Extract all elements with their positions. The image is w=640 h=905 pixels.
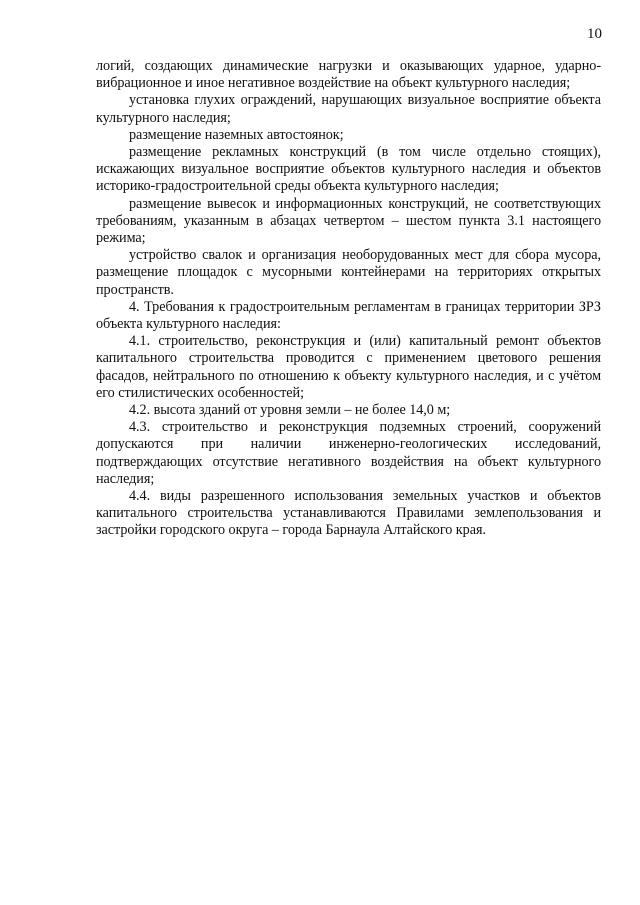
paragraph-continuation: логий, создающих динамические нагрузки и оказывающих ударное, ударно-вибрационное и иное негативное воздействие на объект культурного наследия; (96, 58, 601, 92)
document-body (96, 58, 601, 540)
paragraph-dumps: устройство свалок и организация необорудованных мест для сбора мусора, размещение площадок с мусорными контейнерами на территориях открытых пространств. (96, 247, 601, 298)
paragraph-4-1: 4.1. строительство, реконструкция и (или) капитальный ремонт объектов капитального строительства проводится с применением цветового решения фасадов, нейтрального по отношению к объекту культурного наследия, и с учётом его стилистических особенностей; (96, 333, 601, 401)
paragraph-fences: установка глухих ограждений, нарушающих визуальное восприятие объекта культурного наследия; (96, 92, 601, 126)
paragraph-section-4: 4. Требования к градостроительным регламентам в границах территории ЗРЗ объекта культурного наследия: (96, 298, 601, 333)
page-number: 10 (587, 26, 602, 42)
paragraph-advertising: размещение рекламных конструкций (в том числе отдельно стоящих), искажающих визуальное восприятие объектов культурного наследия и объектов историко-градостроительной среды объекта культурного наследия; (96, 144, 601, 195)
paragraph-parking: размещение наземных автостоянок; (129, 126, 344, 143)
paragraph-4-4: 4.4. виды разрешенного использования земельных участков и объектов капитального строительства устанавливаются Правилами землепользования и застройки городского округа – города Барнаула Алтайского края. (96, 488, 601, 539)
paragraph-signboards: размещение вывесок и информационных конструкций, не соответствующих требованиям, указанным в абзацах четвертом – шестом пункта 3.1 настоящего режима; (96, 195, 601, 247)
paragraph-4-3: 4.3. строительство и реконструкция подземных строений, сооружений допускаются при наличии инженерно-геологических исследований, подтверждающих отсутствие негативного воздействия на объект культурного наследия; (96, 419, 601, 487)
paragraph-4-2: 4.2. высота зданий от уровня земли – не более 14,0 м; (129, 402, 451, 419)
